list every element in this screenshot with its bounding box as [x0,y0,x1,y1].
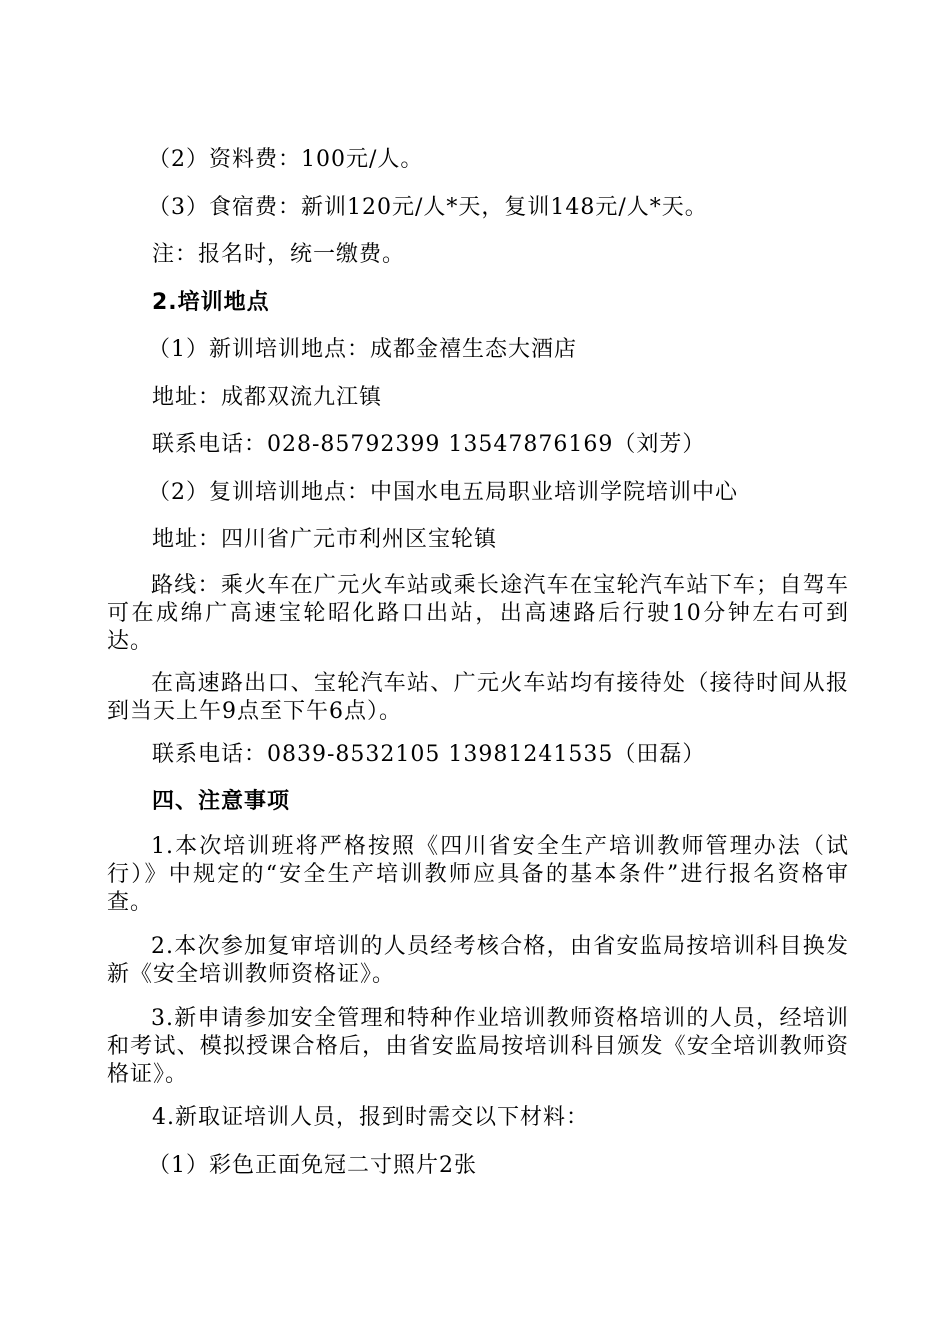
reception-paragraph: 在高速路出口、宝轮汽车站、广元火车站均有接待处（接待时间从报到当天上午9点至下午6点）。 [107,671,849,724]
new-training-location: （1）新训培训地点：成都金禧生态大酒店 [148,337,577,362]
fee-material-line: （2）资料费：100元/人。 [148,147,424,172]
re-training-location: （2）复训培训地点：中国水电五局职业培训学院培训中心 [148,480,738,505]
re-training-phone: 联系电话：0839-8532105 13981241535（田磊） [152,742,706,767]
note-1-paragraph: 1.本次培训班将严格按照《四川省安全生产培训教师管理办法（试行）》中规定的“安全生产培训教师应具备的基本条件”进行报名资格审查。 [107,834,849,915]
route-paragraph: 路线：乘火车在广元火车站或乘长途汽车在宝轮汽车站下车；自驾车可在成绵广高速宝轮昭化路口出站，出高速路后行驶10分钟左右可到达。 [107,573,849,654]
note-3-paragraph: 3.新申请参加安全管理和特种作业培训教师资格培训的人员，经培训和考试、模拟授课合格后，由省安监局按培训科目颁发《安全培训教师资格证》。 [107,1006,849,1087]
fee-note-line: 注：报名时，统一缴费。 [152,242,406,267]
note-4-line: 4.新取证培训人员，报到时需交以下材料： [152,1105,589,1130]
note-4-item-1: （1）彩色正面免冠二寸照片2张 [148,1153,477,1178]
section-location-heading: 2.培训地点 [152,290,270,315]
new-training-phone: 联系电话：028-85792399 13547876169（刘芳） [152,432,706,457]
section-notes-heading: 四、注意事项 [152,789,291,814]
note-2-paragraph: 2.本次参加复审培训的人员经考核合格，由省安监局按培训科目换发新《安全培训教师资格证》。 [107,934,849,987]
re-training-address: 地址：四川省广元市利州区宝轮镇 [152,527,498,552]
fee-lodging-line: （3）食宿费：新训120元/人*天，复训148元/人*天。 [148,195,708,220]
new-training-address: 地址：成都双流九江镇 [152,385,383,410]
